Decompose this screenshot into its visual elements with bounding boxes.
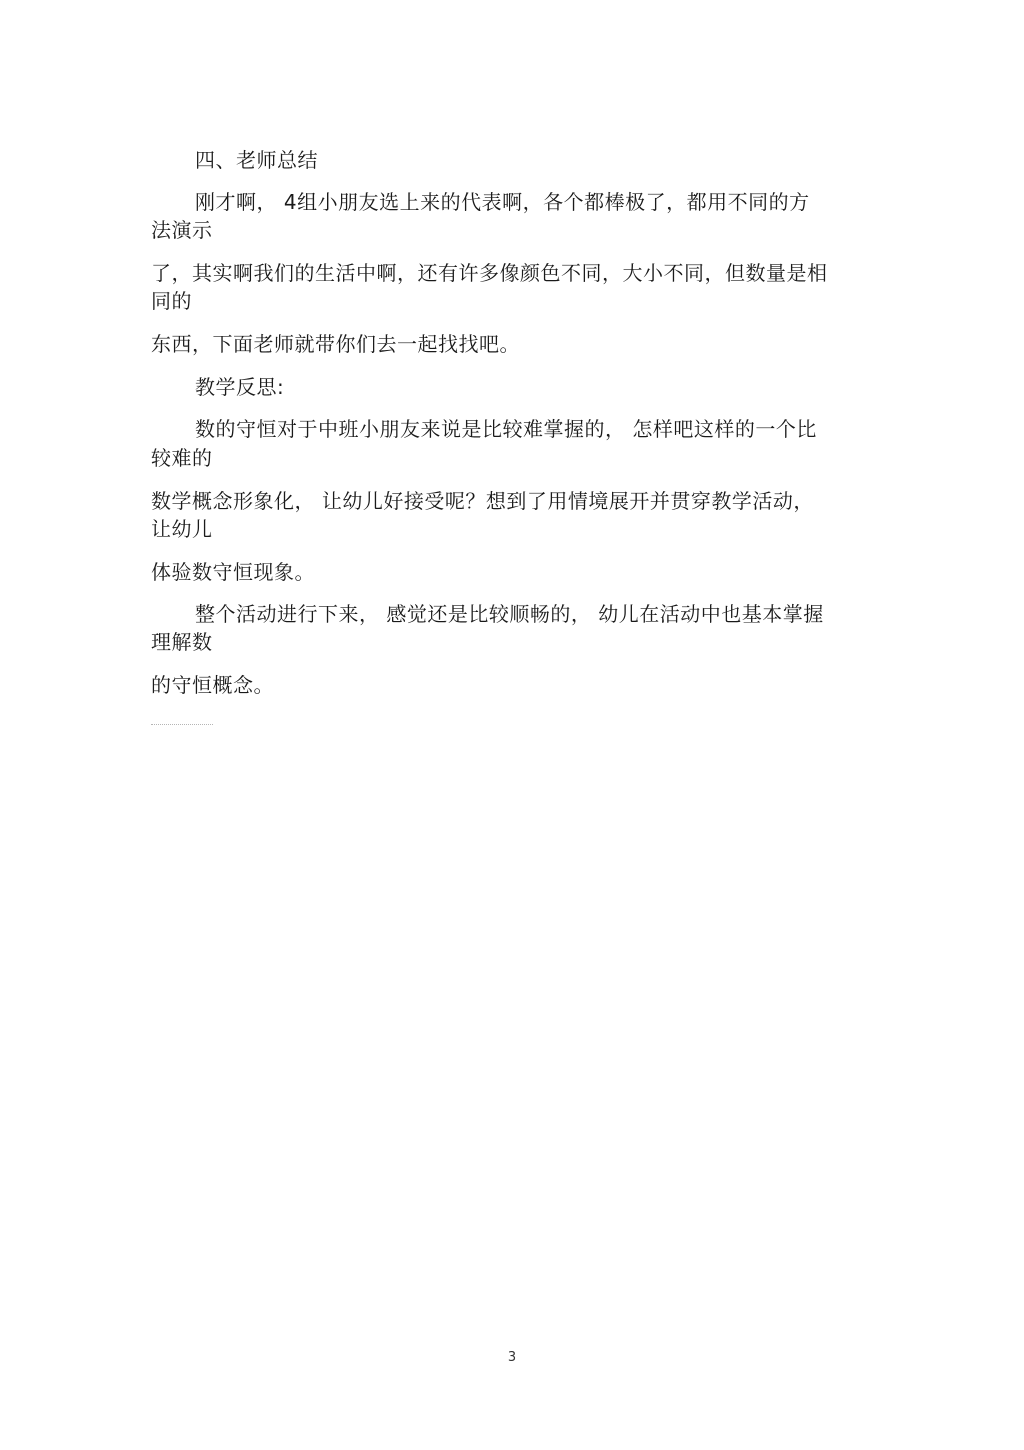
paragraph-line: 数的守恒对于中班小朋友来说是比较难掌握的， 怎样吧这样的一个比 bbox=[195, 417, 817, 441]
reflection-heading: 教学反思: bbox=[195, 375, 285, 399]
paragraph-line: 体验数守恒现象。 bbox=[151, 560, 315, 584]
paragraph-line: 同的 bbox=[151, 289, 192, 313]
paragraph-line: 较难的 bbox=[151, 446, 213, 470]
paragraph-line: 让幼儿 bbox=[151, 517, 213, 541]
page-number: 3 bbox=[507, 1350, 517, 1365]
paragraph-line: 整个活动进行下来， 感觉还是比较顺畅的， 幼儿在活动中也基本掌握 bbox=[195, 602, 824, 626]
section-heading: 四、老师总结 bbox=[195, 148, 318, 172]
footnote-divider bbox=[151, 724, 213, 725]
paragraph-line: 的守恒概念。 bbox=[151, 673, 274, 697]
paragraph-line: 数学概念形象化， 让幼儿好接受呢？想到了用情境展开并贯穿教学活动， bbox=[151, 489, 814, 513]
paragraph-line: 了，其实啊我们的生活中啊，还有许多像颜色不同，大小不同，但数量是相 bbox=[151, 261, 828, 285]
paragraph-line: 东西，下面老师就带你们去一起找找吧。 bbox=[151, 332, 520, 356]
paragraph-line: 刚才啊， 4组小朋友选上来的代表啊，各个都棒极了，都用不同的方 bbox=[195, 190, 810, 214]
paragraph-line: 法演示 bbox=[151, 218, 213, 242]
paragraph-line: 理解数 bbox=[151, 630, 213, 654]
